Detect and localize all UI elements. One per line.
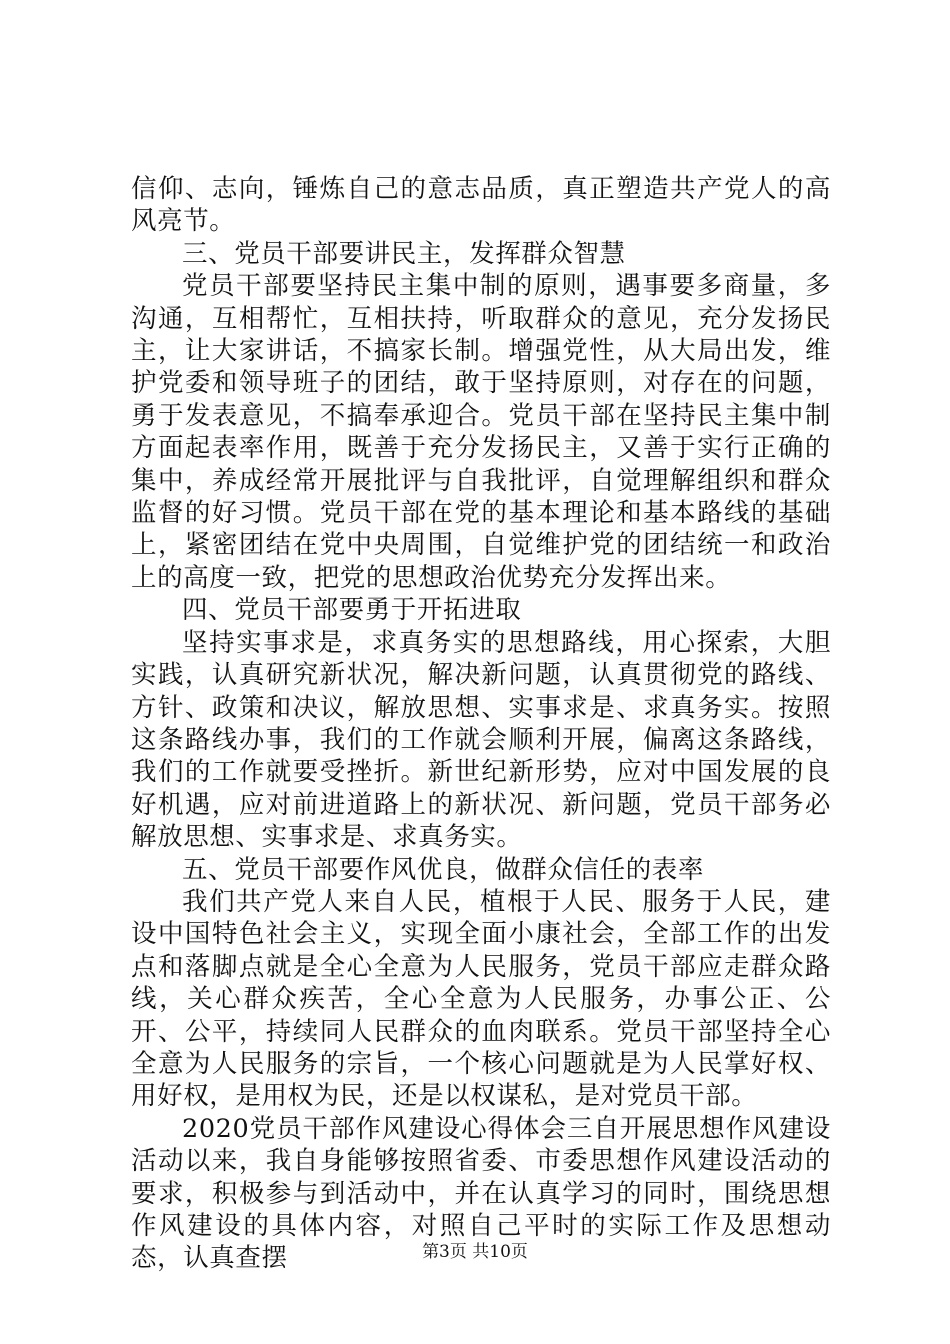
section-heading-5: 五、党员干部要作风优良，做群众信任的表率 [182,854,705,885]
paragraph-section-3-body: 党员干部要坚持民主集中制的原则，遇事要多商量，多沟通，互相帮忙，互相扶持，听取群众的意见，充分发扬民主，让大家讲话，不搞家长制。增强党性，从大局出发，维护党委和领导班子的团结，敢于坚持原则，对存在的问题，勇于发表意见，不搞奉承迎合。党员干部在坚持民主集中制方面起表率作用，既善于充分发扬民主，又善于实行正确的集中，养成经常开展批评与自我批评，自觉理解组织和群众监督的好习惯。党员干部在党的基本理论和基本路线的基础上，紧密团结在党中央周围，自觉维护党的团结统一和政治上的高度一致，把党的思想政治优势充分发挥出来。 [131,271,831,593]
page-number-label: 第3页 共10页 [422,1242,528,1262]
paragraph-section-5-body: 我们共产党人来自人民，植根于人民、服务于人民，建设中国特色社会主义，实现全面小康社会，全部工作的出发点和落脚点就是全心全意为人民服务，党员干部应走群众路线，关心群众疾苦，全心全意为人民服务，办事公正、公开、公平，持续同人民群众的血肉联系。党员干部坚持全心全意为人民服务的宗旨，一个核心问题就是为人民掌好权、用好权，是用权为民，还是以权谋私，是对党员干部。 [131,886,831,1112]
paragraph-section-4-body: 坚持实事求是，求真务实的思想路线，用心探索，大胆实践，认真研究新状况，解决新问题，认真贯彻党的路线、方针、政策和决议，解放思想、实事求是、求真务实。按照这条路线办事，我们的工作就会顺利开展，偏离这条路线，我们的工作就要受挫折。新世纪新形势，应对中国发展的良好机遇，应对前进道路上的新状况、新问题，党员干部务必解放思想、实事求是、求真务实。 [131,627,831,853]
section-heading-4: 四、党员干部要勇于开拓进取 [182,595,522,626]
section-heading-3: 三、党员干部要讲民主，发挥群众智慧 [182,238,626,269]
paragraph-next-article-start: 2020党员干部作风建设心得体会三自开展思想作风建设活动以来，我自身能够按照省委、市委思想作风建设活动的要求，积极参与到活动中，并在认真学习的同时，围绕思想作风建设的具体内容，对照自己平时的实际工作及思想动态，认真查摆 [131,1113,831,1274]
document-body [131,173,831,1275]
page-footer [0,1241,950,1263]
paragraph-continuation: 信仰、志向，锤炼自己的意志品质，真正塑造共产党人的高风亮节。 [131,174,831,237]
